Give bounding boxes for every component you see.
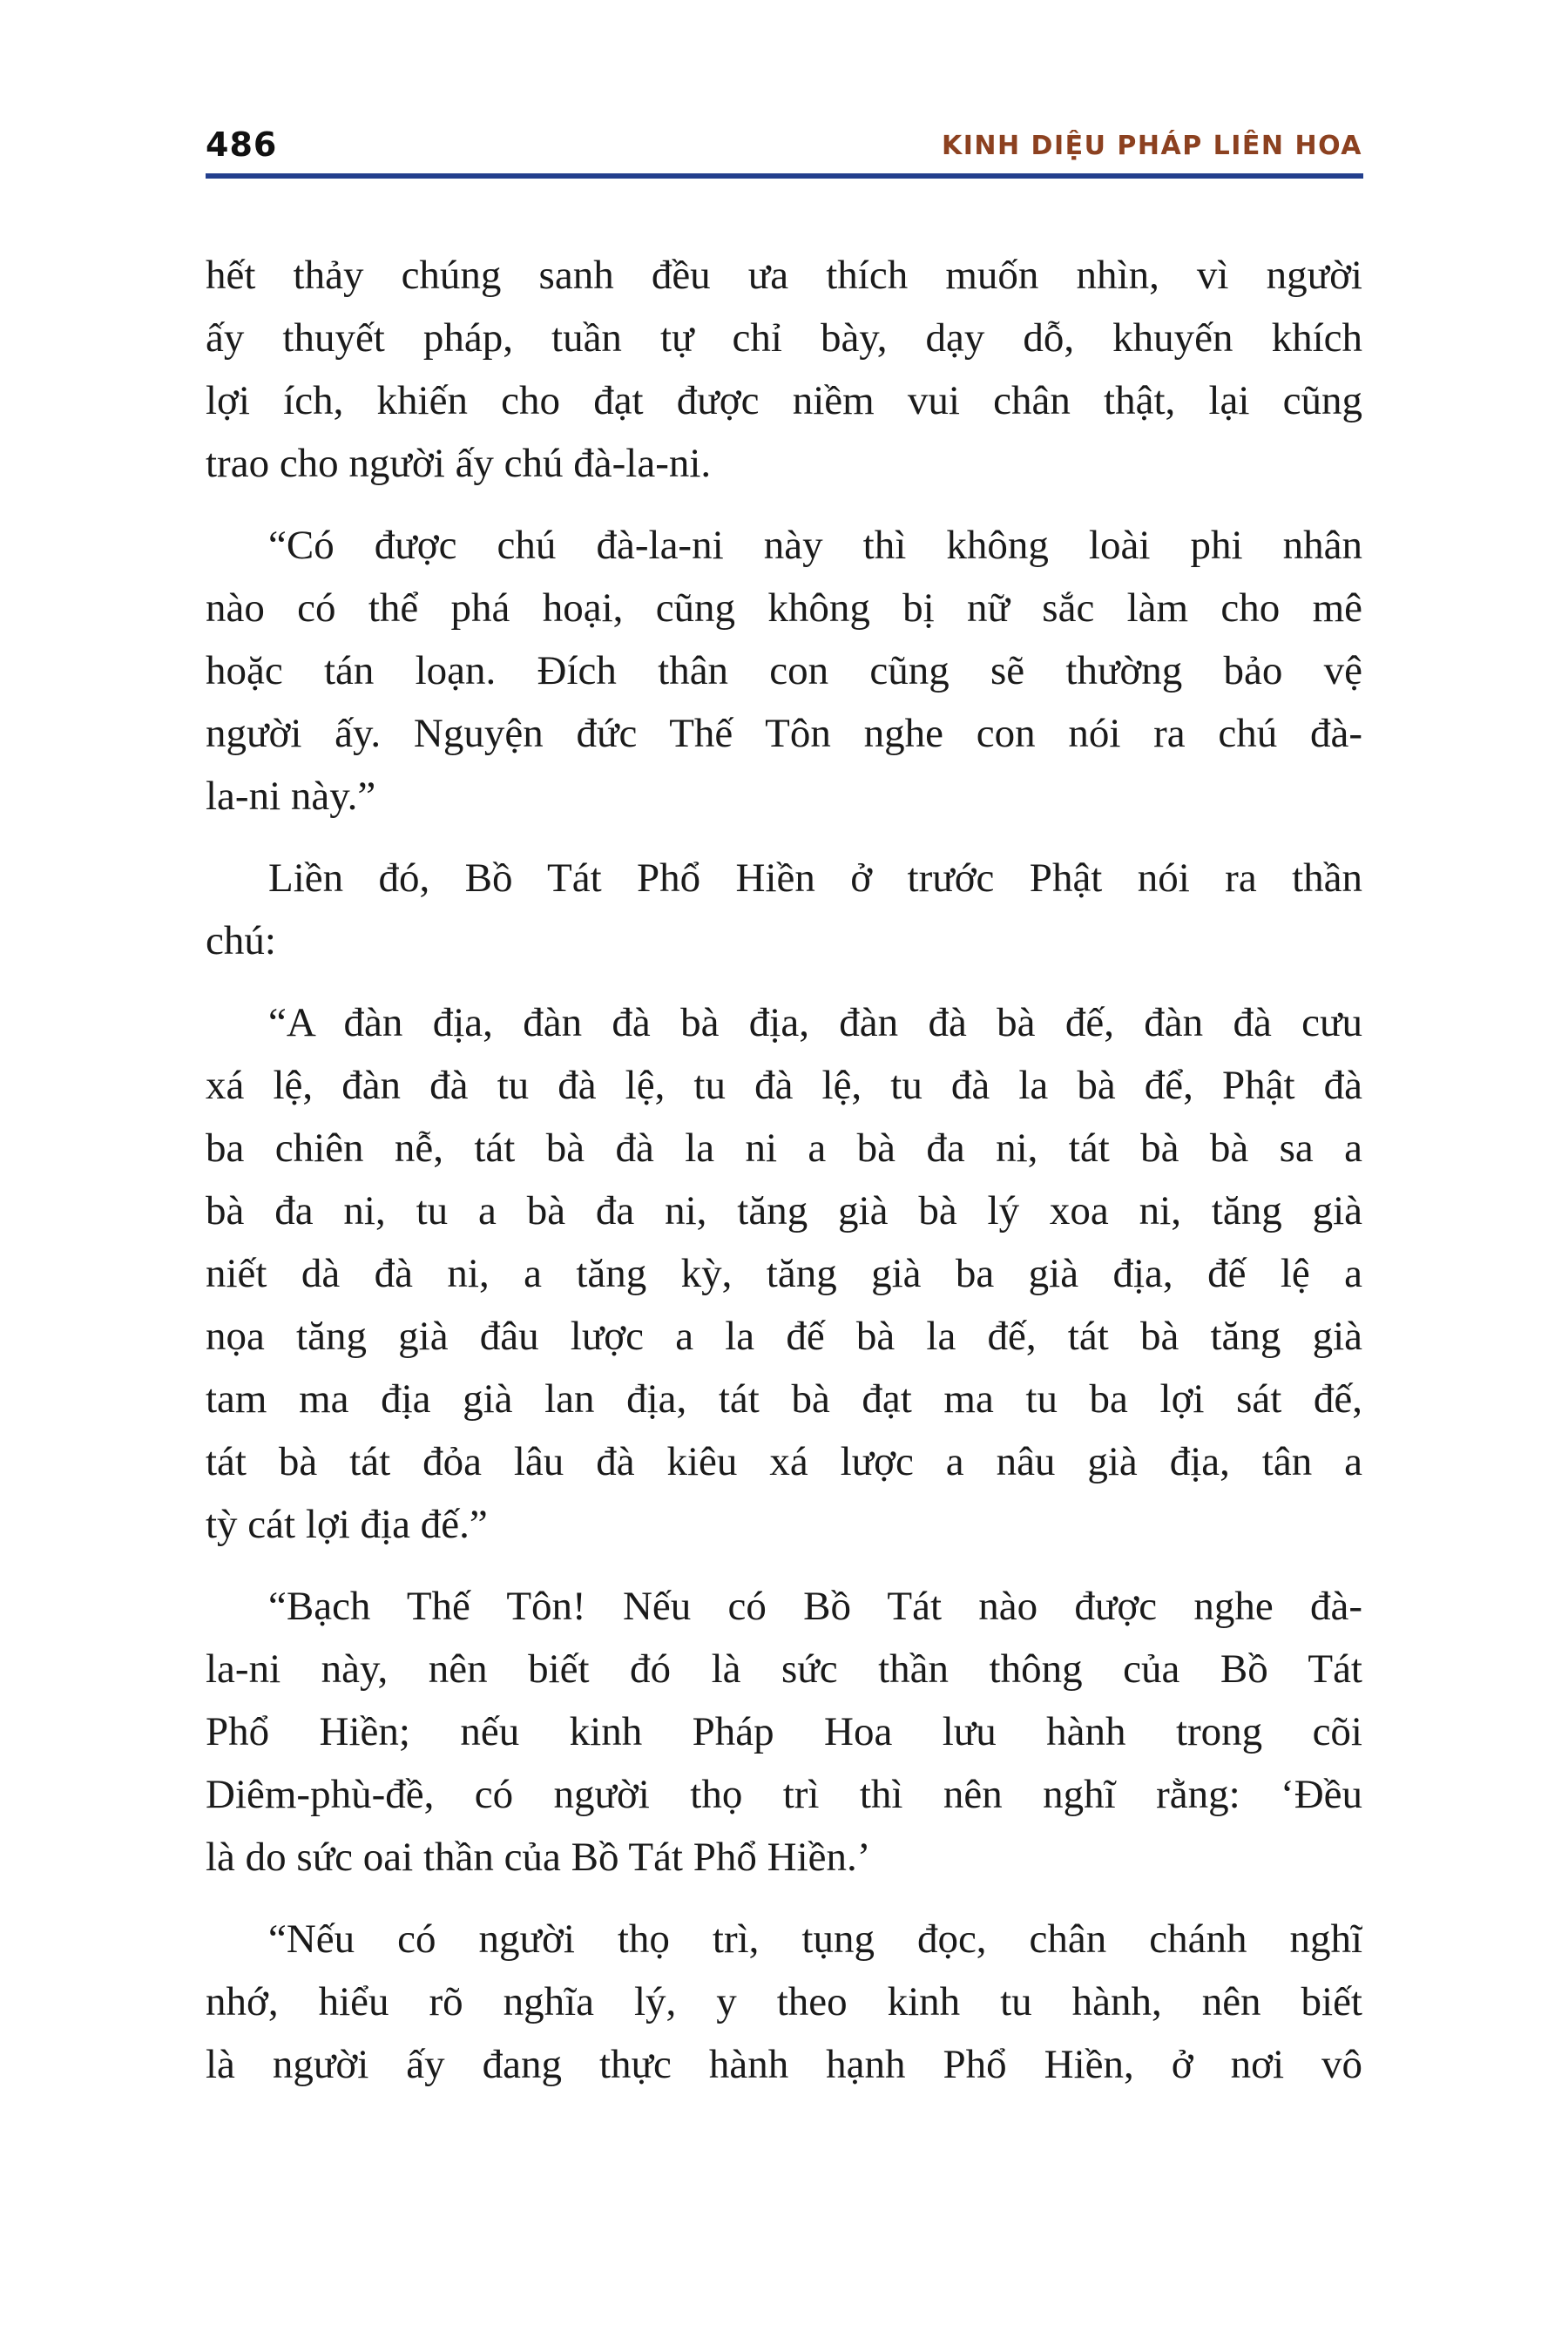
paragraph	[206, 514, 1362, 828]
text-line: nọa tăng già đâu lược a la đế bà la đế, tát bà tăng già	[206, 1314, 1362, 1359]
text-line: “A đàn địa, đàn đà bà địa, đàn đà bà đế, đàn đà cưu	[268, 1000, 1362, 1045]
text-line: ba chiên nễ, tát bà đà la ni a bà đa ni, tát bà bà sa a	[206, 1125, 1362, 1171]
text-line: là do sức oai thần của Bồ Tát Phổ Hiền.’	[206, 1835, 871, 1880]
text-line: hết thảy chúng sanh đều ưa thích muốn nhìn, vì người	[206, 253, 1362, 298]
text-line: tỳ cát lợi địa đế.”	[206, 1502, 488, 1547]
text-line: ấy thuyết pháp, tuần tự chỉ bày, dạy dỗ, khuyến khích	[206, 315, 1362, 361]
text-line: la-ni này.”	[206, 774, 376, 819]
text-line: niết dà đà ni, a tăng kỳ, tăng già ba già địa, đế lệ a	[206, 1251, 1362, 1296]
text-line: nhớ, hiểu rõ nghĩa lý, y theo kinh tu hành, nên biết	[206, 1979, 1362, 2024]
paragraph	[206, 1575, 1362, 1889]
page-number: 486	[206, 125, 278, 164]
text-line: tam ma địa già lan địa, tát bà đạt ma tu ba lợi sát đế,	[206, 1376, 1362, 1422]
paragraph	[206, 991, 1362, 1556]
text-line: Phổ Hiền; nếu kinh Pháp Hoa lưu hành trong cõi	[206, 1709, 1362, 1754]
header-rule	[206, 173, 1363, 179]
text-line: Liền đó, Bồ Tát Phổ Hiền ở trước Phật nói ra thần	[268, 855, 1362, 901]
text-line: chú:	[206, 918, 276, 963]
text-line: “Bạch Thế Tôn! Nếu có Bồ Tát nào được nghe đà-	[268, 1584, 1362, 1629]
text-line: bà đa ni, tu a bà đa ni, tăng già bà lý xoa ni, tăng già	[206, 1188, 1362, 1233]
text-line: la-ni này, nên biết đó là sức thần thông của Bồ Tát	[206, 1646, 1362, 1692]
text-line: xá lệ, đàn đà tu đà lệ, tu đà lệ, tu đà la bà để, Phật đà	[206, 1063, 1362, 1108]
paragraph	[206, 244, 1362, 495]
text-line: Diêm-phù-đề, có người thọ trì thì nên nghĩ rằng: ‘Đều	[206, 1772, 1362, 1817]
text-line: nào có thể phá hoại, cũng không bị nữ sắc làm cho mê	[206, 585, 1362, 631]
text-line: tát bà tát đỏa lâu đà kiêu xá lược a nâu già địa, tân a	[206, 1439, 1362, 1484]
paragraph	[206, 1908, 1362, 2096]
paragraph	[206, 847, 1362, 972]
text-line: hoặc tán loạn. Đích thân con cũng sẽ thường bảo vệ	[206, 648, 1362, 693]
text-line: trao cho người ấy chú đà-la-ni.	[206, 441, 712, 486]
text-line: “Nếu có người thọ trì, tụng đọc, chân chánh nghĩ	[268, 1916, 1362, 1962]
text-line: là người ấy đang thực hành hạnh Phổ Hiền, ở nơi vô	[206, 2042, 1362, 2087]
body-text	[206, 244, 1362, 2115]
running-title: KINH DIỆU PHÁP LIÊN HOA	[941, 131, 1362, 161]
text-line: “Có được chú đà-la-ni này thì không loài phi nhân	[268, 523, 1362, 568]
text-line: lợi ích, khiến cho đạt được niềm vui chân thật, lại cũng	[206, 378, 1362, 423]
page-header	[206, 122, 1362, 166]
text-line: người ấy. Nguyện đức Thế Tôn nghe con nói ra chú đà-	[206, 711, 1362, 756]
